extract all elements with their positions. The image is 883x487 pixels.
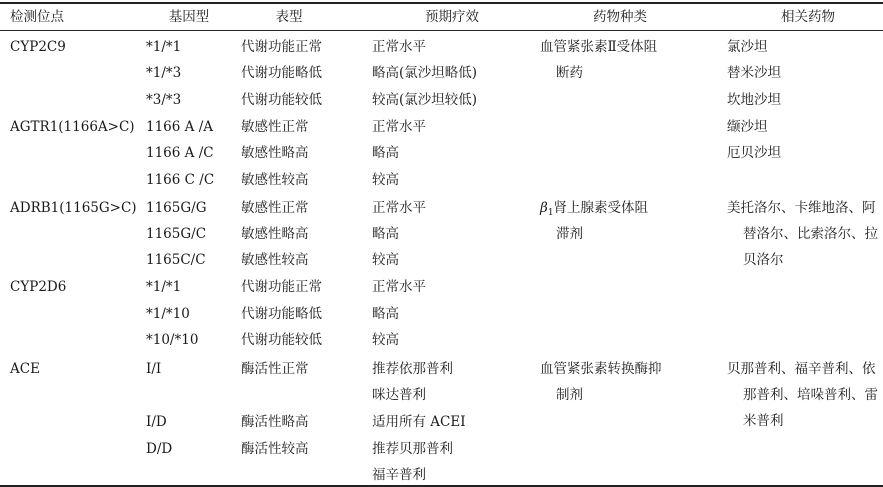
- beta-subscript: 1: [547, 208, 554, 218]
- cell-site: CYP2C9: [10, 39, 66, 55]
- related-drug-arb-1: 氯沙坦: [727, 39, 768, 55]
- cell-phenotype: 代谢功能较低: [241, 332, 322, 348]
- cell-efficacy: 推荐贝那普利: [372, 441, 453, 457]
- drug-class-beta-text: 肾上腺素受体阻: [553, 200, 649, 216]
- cell-phenotype: 敏感性略高: [241, 145, 309, 161]
- cell-genotype: 1165G/C: [146, 226, 207, 242]
- cell-efficacy: 较高: [372, 172, 399, 188]
- cell-efficacy: 略高: [372, 145, 399, 161]
- cell-genotype: *1/*1: [146, 39, 182, 55]
- related-drug-arb-3: 坎地沙坦: [727, 92, 781, 108]
- header-drug-class: 药物种类: [593, 9, 647, 25]
- header-site: 检测位点: [10, 9, 64, 25]
- cell-genotype: *1/*3: [146, 65, 182, 81]
- related-drug-beta-line2: 替洛尔、比索洛尔、拉: [743, 226, 878, 242]
- cell-genotype: I/I: [146, 361, 162, 377]
- cell-genotype: 1165G/G: [146, 200, 207, 216]
- related-drug-acei-line1: 贝那普利、福辛普利、依: [727, 361, 876, 377]
- header-phenotype: 表型: [275, 9, 303, 25]
- header-genotype: 基因型: [168, 9, 210, 25]
- cell-phenotype: 敏感性正常: [241, 119, 309, 135]
- cell-site: ADRB1(1165G>C): [10, 200, 137, 216]
- related-drug-beta-line1: 美托洛尔、卡维地洛、阿: [727, 200, 876, 216]
- cell-phenotype: 酶活性较高: [241, 441, 309, 457]
- cell-genotype: D/D: [146, 441, 173, 457]
- cell-phenotype: 代谢功能略低: [241, 306, 322, 322]
- beta-symbol: β: [540, 200, 548, 216]
- drug-class-beta-line2: 滞剂: [556, 226, 583, 242]
- cell-phenotype: 敏感性较高: [241, 172, 309, 188]
- related-drug-acei-line3: 米普利: [743, 413, 784, 429]
- cell-efficacy: 正常水平: [372, 200, 426, 216]
- cell-genotype: *1/*10: [146, 306, 190, 322]
- cell-phenotype: 敏感性较高: [241, 252, 309, 268]
- cell-phenotype: 敏感性正常: [241, 200, 309, 216]
- cell-genotype: *10/*10: [146, 332, 199, 348]
- cell-efficacy: 正常水平: [372, 119, 426, 135]
- cell-efficacy: 略高(氯沙坦略低): [372, 65, 478, 81]
- cell-genotype: *1/*1: [146, 279, 182, 295]
- cell-efficacy: 正常水平: [372, 39, 426, 55]
- cell-efficacy: 略高: [372, 306, 399, 322]
- header-related-drugs: 相关药物: [781, 9, 835, 25]
- table-header-rule: [0, 30, 883, 31]
- related-drug-arb-5: 厄贝沙坦: [727, 145, 781, 161]
- cell-efficacy: 较高: [372, 332, 399, 348]
- cell-genotype: 1165C/C: [146, 252, 206, 268]
- cell-phenotype: 代谢功能正常: [241, 279, 322, 295]
- cell-genotype: 1166 C /C: [146, 172, 215, 188]
- drug-class-beta-line1: [540, 199, 648, 222]
- drug-class-acei-line2: 制剂: [556, 387, 583, 403]
- cell-efficacy: 正常水平: [372, 279, 426, 295]
- drug-class-arb-line1: 血管紧张素Ⅱ受体阻: [540, 39, 658, 55]
- table-top-rule: [0, 2, 883, 4]
- cell-efficacy: 推荐依那普利: [372, 361, 453, 377]
- cell-phenotype: 代谢功能正常: [241, 39, 322, 55]
- cell-phenotype: 酶活性正常: [241, 361, 309, 377]
- related-drug-arb-4: 缬沙坦: [727, 119, 768, 135]
- cell-genotype: *3/*3: [146, 92, 182, 108]
- cell-site: AGTR1(1166A>C): [10, 119, 135, 135]
- cell-genotype: I/D: [146, 414, 167, 430]
- cell-efficacy: 较高(氯沙坦较低): [372, 92, 478, 108]
- cell-efficacy: 咪达普利: [372, 387, 426, 403]
- cell-efficacy: 较高: [372, 252, 399, 268]
- related-drug-acei-line2: 那普利、培哚普利、雷: [743, 387, 878, 403]
- cell-site: ACE: [10, 361, 40, 377]
- cell-efficacy: 福辛普利: [372, 467, 426, 483]
- cell-phenotype: 代谢功能较低: [241, 92, 322, 108]
- cell-genotype: 1166 A /A: [146, 119, 213, 135]
- cell-phenotype: 代谢功能略低: [241, 65, 322, 81]
- cell-site: CYP2D6: [10, 279, 67, 295]
- drug-class-acei-line1: 血管紧张素转换酶抑: [540, 361, 662, 377]
- cell-efficacy: 略高: [372, 226, 399, 242]
- cell-genotype: 1166 A /C: [146, 145, 214, 161]
- cell-phenotype: 敏感性略高: [241, 226, 309, 242]
- drug-class-arb-line2: 断药: [556, 65, 583, 81]
- related-drug-arb-2: 替米沙坦: [727, 65, 781, 81]
- cell-phenotype: 酶活性略高: [241, 414, 309, 430]
- related-drug-beta-line3: 贝洛尔: [743, 252, 784, 268]
- cell-efficacy: 适用所有 ACEI: [372, 414, 466, 430]
- header-efficacy: 预期疗效: [425, 9, 479, 25]
